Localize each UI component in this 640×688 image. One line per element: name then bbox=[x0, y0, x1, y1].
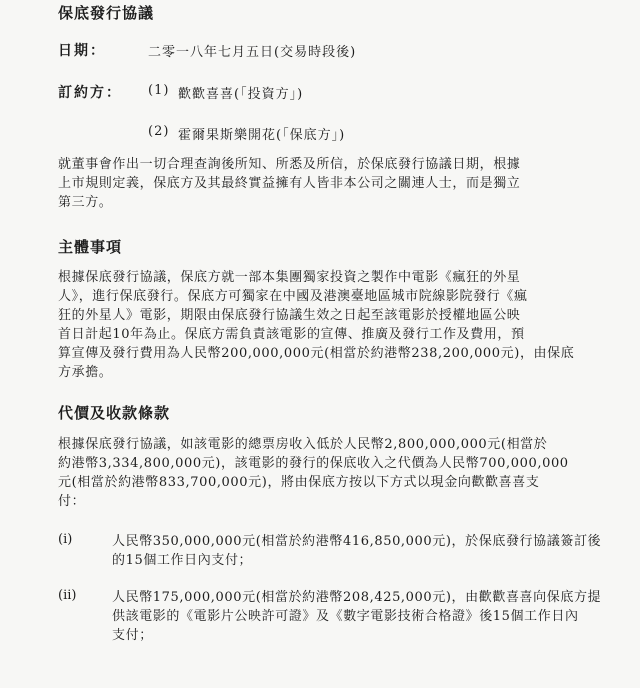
subject-line: 人》，進行保底發行。保底方可獨家在中國及港澳臺地區城市院線影院發行《瘋 bbox=[58, 289, 528, 304]
item1-text bbox=[112, 532, 622, 570]
item2-text bbox=[112, 588, 622, 645]
item2-number: (ii) bbox=[58, 588, 77, 603]
consideration-line: 根據保底發行協議，如該電影的總票房收入低於人民幣2,800,000,000元(相當於 bbox=[58, 437, 548, 452]
consideration-paragraph bbox=[58, 435, 618, 511]
consideration-line: 元(相當於約港幣833,700,000元)，將由保底方按以下方式以現金向歡歡喜喜支 bbox=[58, 475, 540, 490]
item2-line: 支付； bbox=[112, 628, 153, 643]
party2-text: 霍爾果斯樂開花(「保底方」) bbox=[178, 128, 346, 143]
subject-paragraph bbox=[58, 268, 618, 382]
subject-line: 算宣傳及發行費用為人民幣200,000,000元(相當於約港幣238,200,000元)，由保底 bbox=[58, 346, 575, 361]
subject-line: 狂的外星人》電影，期限由保底發行協議生效之日起至該電影於授權地區公映 bbox=[58, 308, 521, 323]
subject-line: 首日計起10年為止。保底方需負責該電影的宣傳、推廣及發行工作及費用，預 bbox=[58, 327, 525, 342]
intro-line: 上市規則定義，保底方及其最終實益擁有人皆非本公司之關連人士，而是獨立 bbox=[58, 176, 521, 191]
consideration-heading: 代價及收款條款 bbox=[58, 404, 171, 422]
party1-text: 歡歡喜喜(「投資方」) bbox=[178, 87, 304, 102]
consideration-line: 約港幣3,334,800,000元)，該電影的發行的保底收入之代價為人民幣700,000,000 bbox=[58, 456, 569, 471]
party2-number: (2) bbox=[148, 124, 170, 139]
item1-line: 的15個工作日內支付； bbox=[112, 553, 253, 568]
subject-line: 根據保底發行協議，保底方就一部本集團獨家投資之製作中電影《瘋狂的外星 bbox=[58, 270, 521, 285]
item1-number: (i) bbox=[58, 532, 73, 547]
party1-number: (1) bbox=[148, 83, 170, 98]
document-title: 保底發行協議 bbox=[58, 4, 155, 22]
subject-heading: 主體事項 bbox=[58, 238, 123, 256]
date-label: 日期： bbox=[58, 43, 106, 59]
item2-line: 供該電影的《電影片公映許可證》及《數字電影技術合格證》後15個工作日內 bbox=[112, 609, 579, 624]
intro-line: 第三方。 bbox=[58, 195, 113, 210]
intro-paragraph bbox=[58, 155, 618, 212]
item1-line: 人民幣350,000,000元(相當於約港幣416,850,000元)，於保底發行協議簽訂後 bbox=[112, 534, 602, 549]
intro-line: 就董事會作出一切合理查詢後所知、所悉及所信，於保底發行協議日期，根據 bbox=[58, 157, 521, 172]
subject-line: 方承擔。 bbox=[58, 365, 113, 380]
date-value: 二零一八年七月五日(交易時段後) bbox=[148, 45, 357, 60]
consideration-line: 付： bbox=[58, 494, 86, 509]
parties-label: 訂約方： bbox=[58, 85, 122, 101]
item2-line: 人民幣175,000,000元(相當於約港幣208,425,000元)，由歡歡喜喜向保底方提 bbox=[112, 590, 602, 605]
